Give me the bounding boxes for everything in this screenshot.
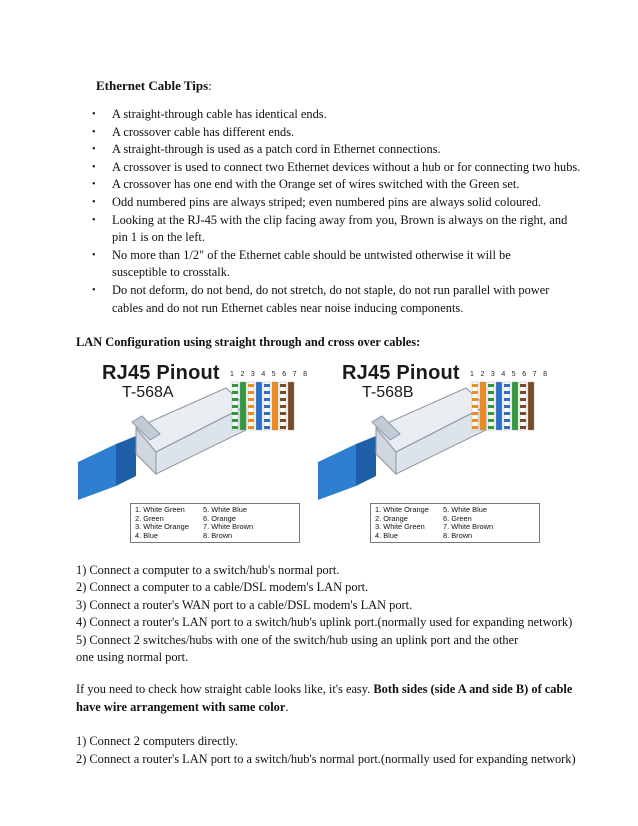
wire-3 <box>248 382 254 430</box>
list-item: 4) Connect a router's LAN port to a switch/hub's uplink port.(normally used for expanding network) <box>76 615 573 630</box>
legend-entry: 8. Brown <box>203 530 233 540</box>
wire-1 <box>472 382 478 430</box>
tip-item: • Do not deform, do not bend, do not stretch, do not staple, do not run parallel with power cables and do not run Ethernet cables near noise inducing components. <box>92 282 582 317</box>
pinout-standard: T-568A <box>122 384 174 401</box>
legend-entry: 6. Orange <box>203 513 236 523</box>
list-item: 3) Connect a router's WAN port to a cable/DSL modem's LAN port. <box>76 597 413 612</box>
list-item: 2) Connect a router's LAN port to a switch/hub's normal port.(normally used for expanding network) <box>76 751 576 766</box>
check-intro: If you need to check how straight cable looks like, it's easy. <box>76 682 374 696</box>
legend-entry: 7. White Brown <box>203 522 254 532</box>
legend-entry: 7. White Brown <box>443 522 494 532</box>
check-end: . <box>285 699 289 714</box>
tips-title-text: Ethernet Cable Tips <box>96 78 209 93</box>
pinout-diagram-t568b <box>316 362 556 544</box>
wire-6 <box>272 382 278 430</box>
list-item: 2) Connect a computer to a cable/DSL modem's LAN port. <box>76 580 369 595</box>
crossover-uses <box>76 733 616 768</box>
tips-list <box>92 106 612 317</box>
legend-entry: 1. White Green <box>135 505 185 514</box>
tips-title <box>96 78 212 94</box>
pinout-legend <box>370 503 540 543</box>
pinout-title: RJ45 Pinout <box>102 362 220 384</box>
pinout-legend <box>130 503 300 543</box>
list-item: 5) Connect 2 switches/hubs with one of the switch/hub using an uplink port and the other <box>76 632 519 647</box>
list-item: one using normal port. <box>76 650 189 665</box>
check-emphasis: Both sides (side A and side B) of cable have wire arrangement with same color <box>76 682 573 714</box>
wire-group <box>472 382 534 430</box>
legend-entry: 8. Brown <box>443 530 473 540</box>
tip-item: • A crossover has one end with the Orange set of wires switched with the Green set. <box>92 176 612 194</box>
wire-7 <box>280 382 286 430</box>
wire-7 <box>520 382 526 430</box>
pin-numbers: 1 2 3 4 5 6 7 8 <box>470 371 550 378</box>
pinout-diagram-t568a <box>76 362 316 544</box>
wire-5 <box>264 382 270 430</box>
legend-entry: 5. White Blue <box>203 505 247 514</box>
legend-entry: 4. Blue <box>375 530 399 540</box>
tip-item: • A straight-through cable has identical ends. <box>92 106 612 124</box>
wire-4 <box>496 382 502 430</box>
pinout-title: RJ45 Pinout <box>342 362 460 384</box>
tip-item: • Odd numbered pins are always striped; even numbered pins are always solid coloured. <box>92 194 612 212</box>
wire-3 <box>488 382 494 430</box>
cable-jacket <box>318 444 356 500</box>
tips-title-colon: : <box>208 78 212 93</box>
legend-entry: 2. Orange <box>375 513 408 523</box>
list-item: 1) Connect 2 computers directly. <box>76 734 238 748</box>
tip-item: • No more than 1/2" of the Ethernet cable should be untwisted otherwise it will be susceptible to crosstalk. <box>92 247 542 282</box>
legend-entry: 3. White Green <box>375 522 425 532</box>
tip-item: • A crossover is used to connect two Ethernet devices without a hub or for connecting two hubs. <box>92 159 612 177</box>
wire-2 <box>240 382 246 430</box>
wire-1 <box>232 382 238 430</box>
legend-entry: 4. Blue <box>135 530 159 540</box>
pinout-standard: T-568B <box>362 384 414 401</box>
legend-entry: 6. Green <box>443 513 472 523</box>
wire-5 <box>504 382 510 430</box>
straight-cable-check-paragraph <box>76 681 596 717</box>
wire-6 <box>512 382 518 430</box>
lan-configuration-heading: LAN Configuration using straight through and cross over cables: <box>76 335 421 349</box>
straight-through-uses <box>76 562 616 666</box>
legend-entry: 2. Green <box>135 513 164 523</box>
tip-item: • A straight-through is used as a patch cord in Ethernet connections. <box>92 141 612 159</box>
legend-entry: 5. White Blue <box>443 505 487 514</box>
tip-item: • Looking at the RJ-45 with the clip facing away from you, Brown is always on the right, and pin 1 is on the left. <box>92 212 572 247</box>
legend-entry: 3. White Orange <box>135 522 189 532</box>
wire-2 <box>480 382 486 430</box>
list-item: 1) Connect a computer to a switch/hub's normal port. <box>76 563 340 577</box>
wire-8 <box>288 382 294 430</box>
legend-entry: 1. White Orange <box>375 505 429 514</box>
wire-8 <box>528 382 534 430</box>
tip-item: • A crossover cable has different ends. <box>92 124 612 142</box>
wire-4 <box>256 382 262 430</box>
pin-numbers: 1 2 3 4 5 6 7 8 <box>230 371 310 378</box>
wire-group <box>232 382 294 430</box>
